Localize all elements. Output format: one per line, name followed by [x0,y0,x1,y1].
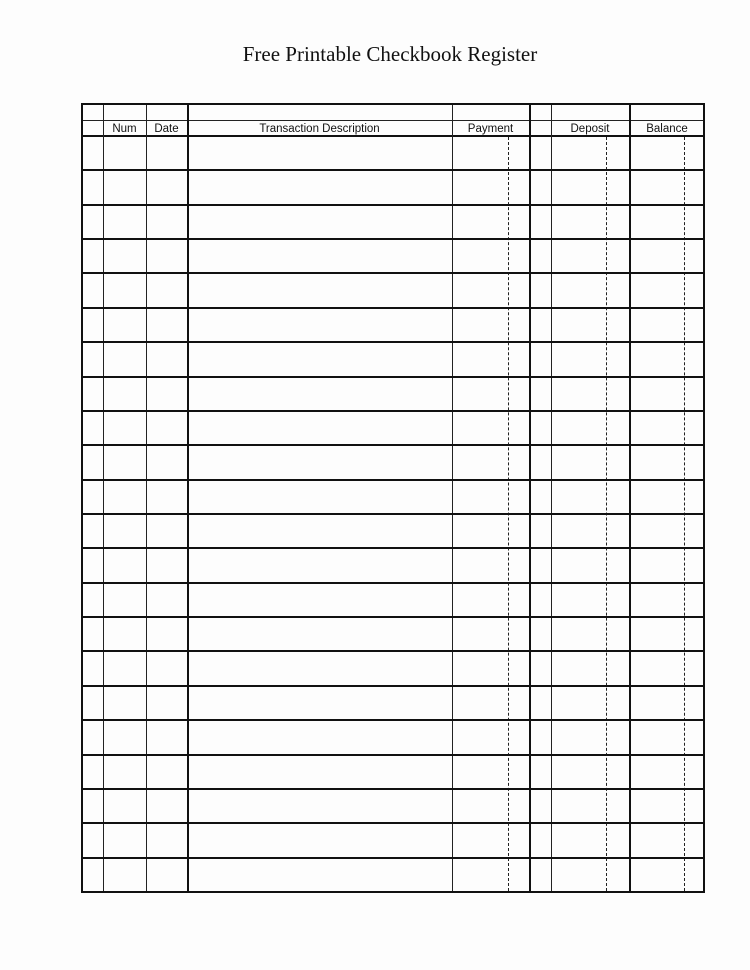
register-row[interactable] [83,376,703,410]
register-row[interactable] [83,307,703,341]
header-payment: Payment [467,123,514,135]
register-row[interactable] [83,479,703,513]
header-balance: Balance [646,123,688,135]
register-row[interactable] [83,341,703,375]
register-row[interactable] [83,204,703,238]
register-row[interactable] [83,272,703,306]
register-row[interactable] [83,788,703,822]
register-row[interactable] [83,616,703,650]
header-deposit: Deposit [570,123,610,135]
register-row[interactable] [83,135,703,169]
register-row[interactable] [83,685,703,719]
register-row[interactable] [83,582,703,616]
register-row[interactable] [83,513,703,547]
register-row[interactable] [83,547,703,581]
register-row[interactable] [83,857,703,891]
register-row[interactable] [83,650,703,684]
register-row[interactable] [83,754,703,788]
header-num: Num [112,123,137,135]
register-row[interactable] [83,822,703,856]
register-row[interactable] [83,169,703,203]
register-row[interactable] [83,410,703,444]
register-row[interactable] [83,238,703,272]
header-description: Transaction Description [259,123,380,135]
register-row[interactable] [83,719,703,753]
register-row[interactable] [83,444,703,478]
page-title: Free Printable Checkbook Register [242,42,538,66]
checkbook-register-table [81,103,705,893]
header-date: Date [154,123,179,135]
